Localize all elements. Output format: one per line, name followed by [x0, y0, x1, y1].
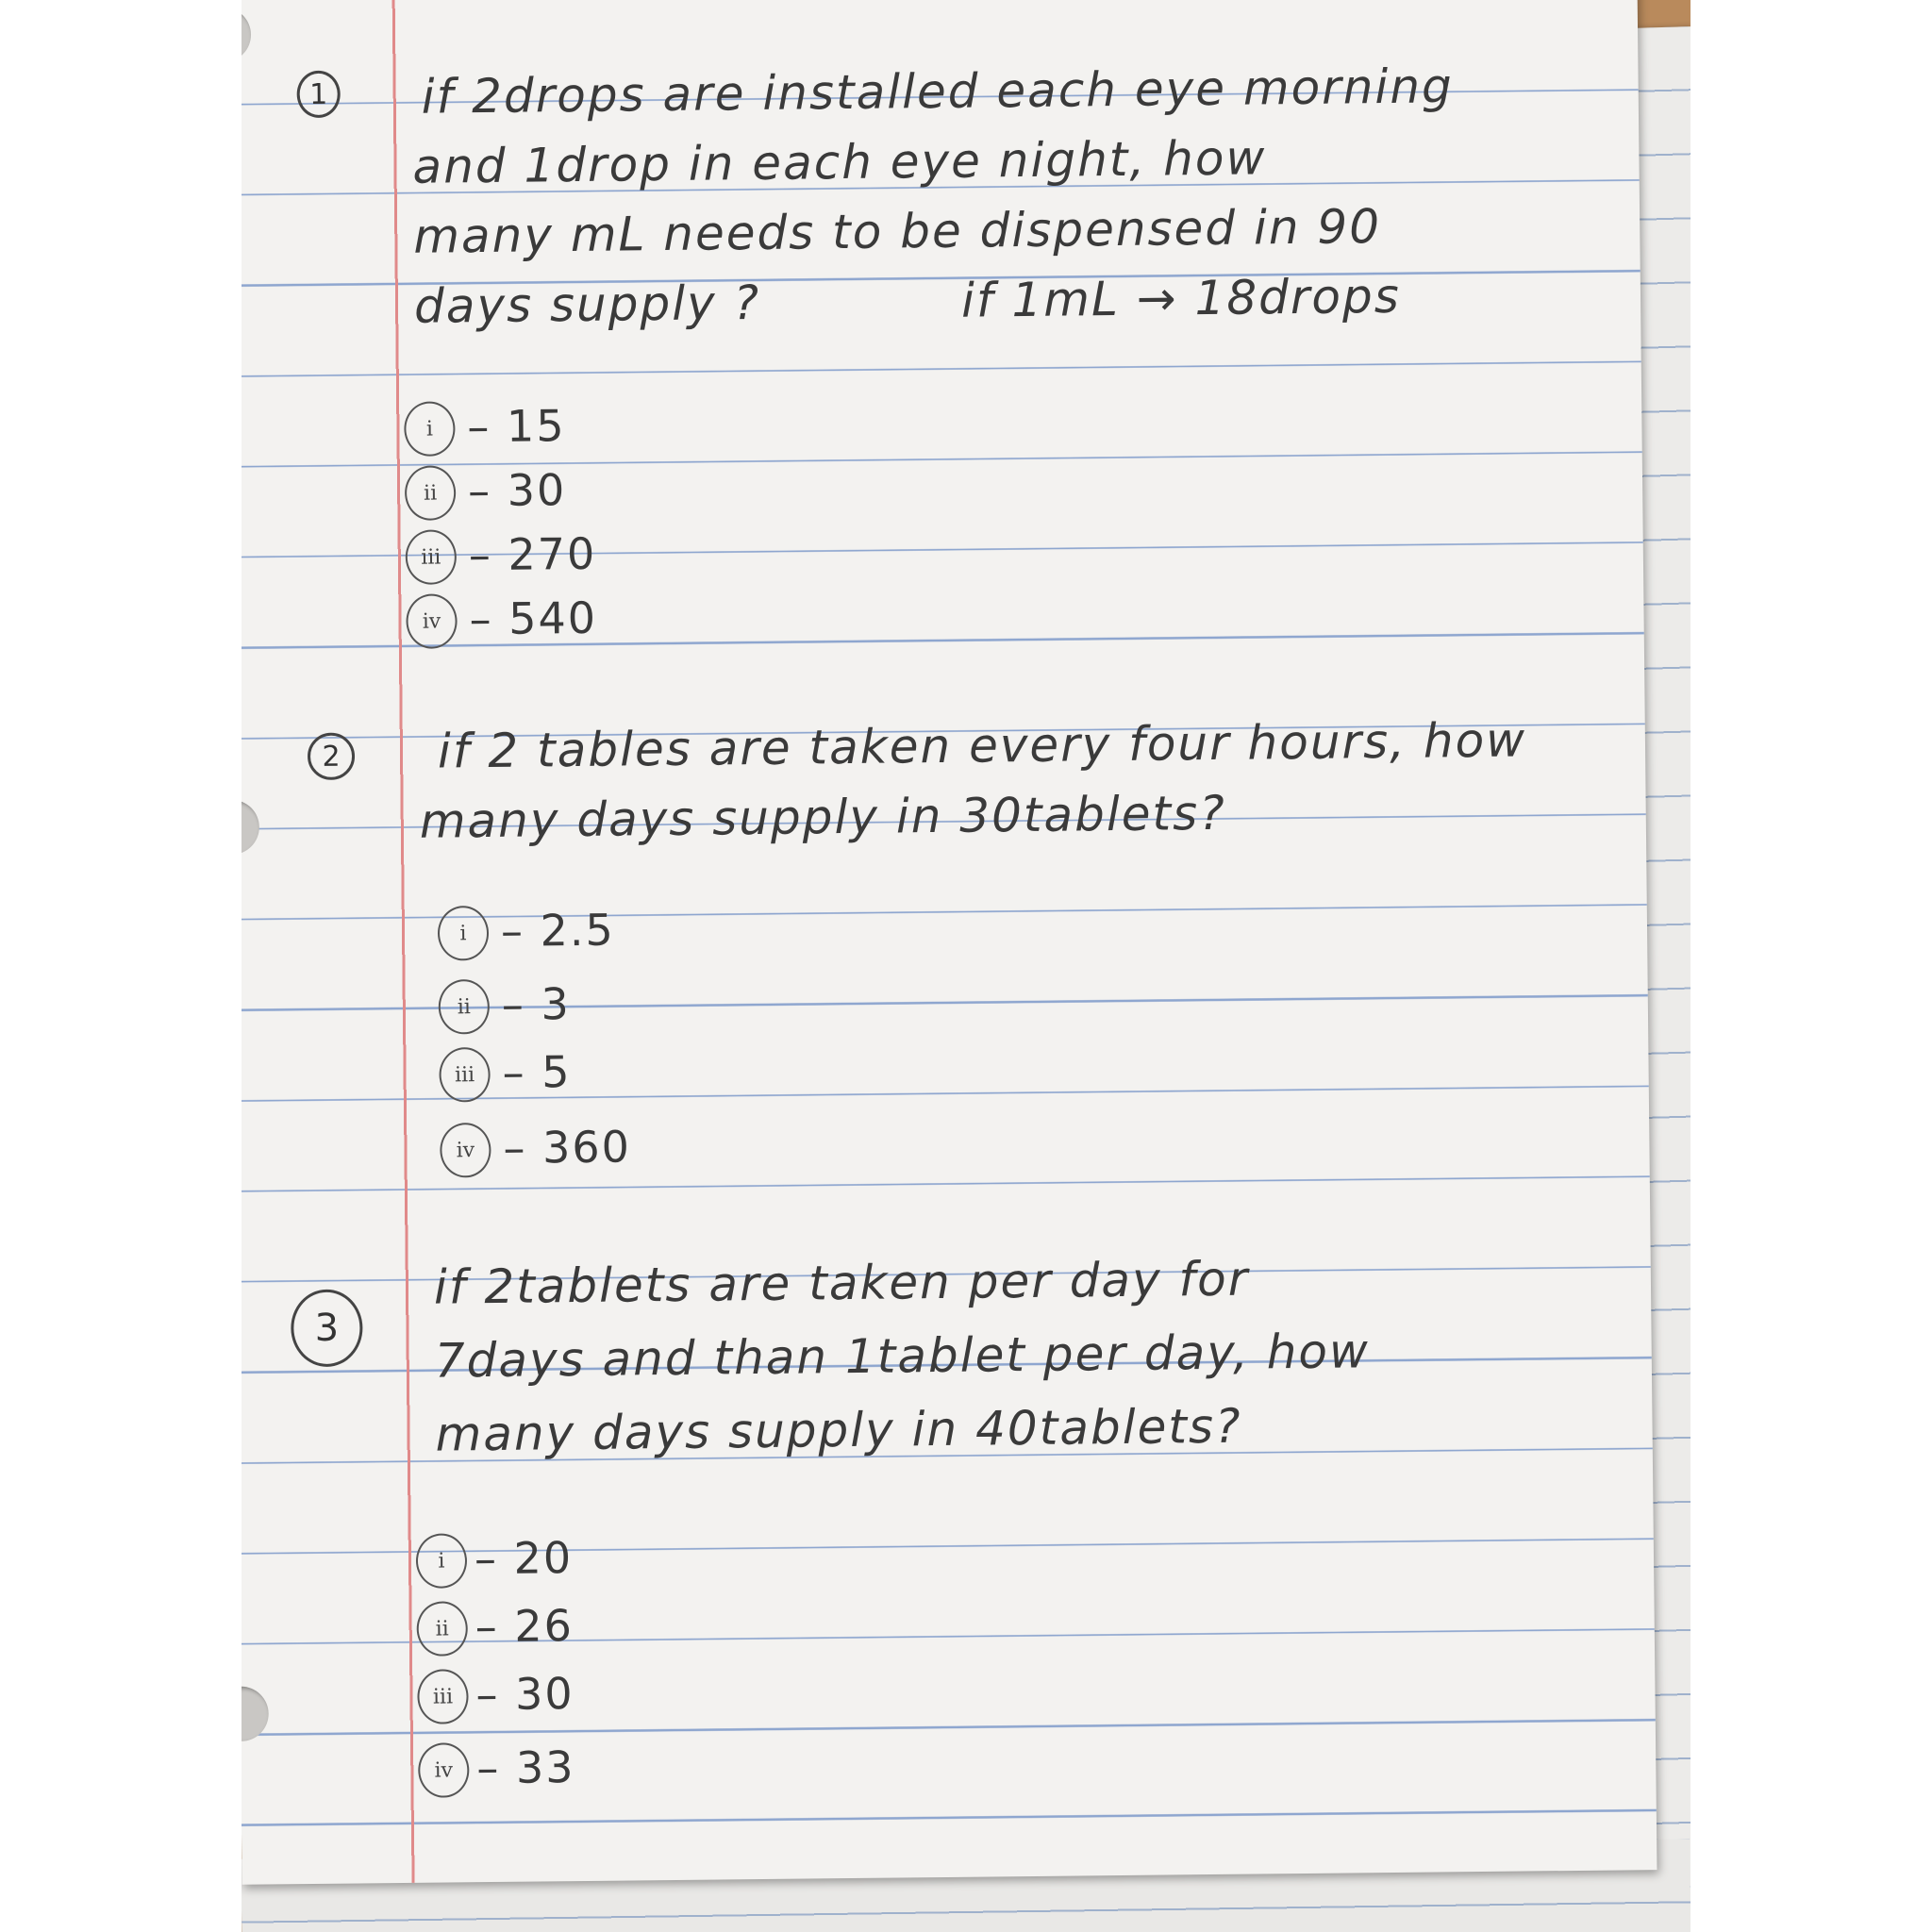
photo-background: [242, 0, 1690, 1932]
option-marker: iii: [417, 1669, 469, 1724]
option-value: 30: [514, 1668, 575, 1720]
question-text-line: if 2tablets are taken per day for: [433, 1251, 1250, 1315]
option-value: 30: [507, 464, 567, 516]
question-text-line: many days supply in 40tablets?: [435, 1398, 1242, 1462]
option-value: 15: [506, 400, 566, 452]
option-marker: iii: [406, 529, 458, 585]
option-marker: ii: [439, 979, 491, 1035]
option-marker: iv: [418, 1742, 470, 1798]
option-marker: i: [438, 906, 490, 961]
option-marker: i: [404, 401, 456, 457]
question-number: 1: [296, 71, 341, 118]
notebook-sheet: 1 if 2drops are installed each eye morning and 1drop in each eye night, how many mL needs to be dispensed in 90 days supply ? if 1mL → 18drops i – 15 ii – 30 iii – 270 iv – 540 2 if 2 tables are taken every four hours, how many days supply in 30tablets? i – 2.5 ii – 3 iii – 5 iv – 360 3 if 2tablets are taken per day for 7days and than 1tablet per day, how many days supply in 40tablets? i – 20 ii – 26 iii – 30 iv – 33: [242, 0, 1657, 1885]
question-number: 2: [308, 732, 356, 780]
option-marker: i: [416, 1533, 468, 1589]
option-marker: ii: [416, 1601, 468, 1657]
question-text-line: if 2 tables are taken every four hours, how: [437, 712, 1527, 779]
punch-hole: [242, 1686, 269, 1741]
conversion-note: if 1mL → 18drops: [960, 268, 1402, 328]
option-value: 2.5: [540, 904, 616, 957]
option-marker: iii: [439, 1047, 491, 1103]
question-text-line: many mL needs to be dispensed in 90: [412, 199, 1382, 264]
option-marker: iv: [406, 593, 458, 649]
option-value: 540: [508, 591, 598, 644]
question-text-line: and 1drop in each eye night, how: [412, 130, 1267, 194]
option-marker: iv: [440, 1123, 491, 1178]
option-value: 5: [541, 1046, 572, 1098]
punch-hole: [242, 8, 251, 63]
question-text-line: days supply ?: [413, 275, 761, 334]
option-value: 360: [541, 1121, 632, 1174]
option-value: 3: [541, 978, 571, 1030]
option-value: 20: [513, 1532, 574, 1584]
question-text-line: if 2drops are installed each eye morning: [421, 58, 1454, 125]
question-number: 3: [291, 1289, 363, 1367]
punch-hole: [242, 800, 259, 856]
option-value: 26: [514, 1600, 575, 1652]
option-value: 33: [515, 1741, 575, 1793]
question-text-line: many days supply in 30tablets?: [419, 785, 1226, 849]
option-marker: ii: [405, 465, 457, 521]
option-value: 270: [508, 527, 597, 580]
question-text-line: 7days and than 1tablet per day, how: [434, 1324, 1371, 1389]
